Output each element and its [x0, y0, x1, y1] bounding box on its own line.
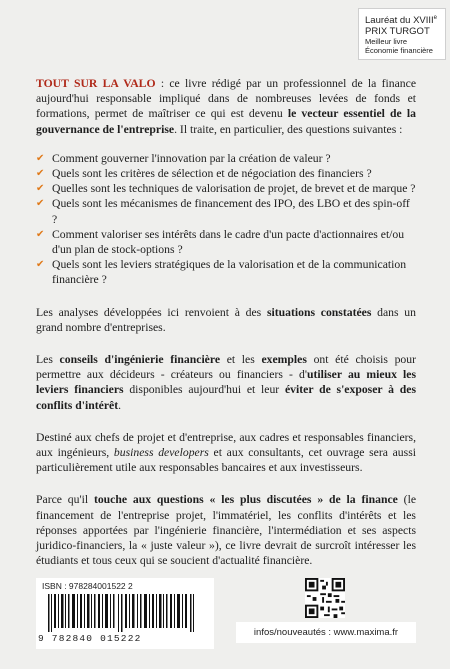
question-list — [36, 151, 416, 288]
check-icon: ✔ — [36, 228, 45, 240]
paragraph-analyses: Les analyses développées ici renvoient à des situations constatées dans un grand nombre d'entreprises. — [36, 305, 416, 334]
check-icon: ✔ — [36, 259, 45, 271]
isbn-barcode-box — [36, 578, 214, 649]
paragraph-conseils: Les conseils d'ingénierie financière et les exemples ont été choisis pour permettre aux décideurs - créateurs ou financiers - d'utiliser au mieux les leviers financiers disponibles aujourd'hui et leur éviter de s'exposer à des conflits d'intérêt. — [36, 353, 417, 412]
award-line-1-sup: e — [433, 15, 438, 21]
intro-paragraph: TOUT SUR LA VALO : ce livre rédigé par un professionnel de la finance aujourd'hui responsable impliqué dans de nombreuses levées de fonds et formations, permet de maîtriser ce qui est devenu le vecteur essentiel de la gouvernance de l'entreprise. Il traite, en particulier, des questions suivantes : — [36, 77, 417, 136]
website-link[interactable]: infos/nouveautés : www.maxima.fr — [253, 627, 399, 638]
list-item: ✔ Comment valoriser ses intérêts dans le cadre d'un pacte d'actionnaires et/ou d'un plan de stock-options ? — [36, 227, 405, 257]
list-item: ✔ Comment gouverner l'innovation par la création de valeur ? — [36, 151, 331, 165]
award-line-2: PRIX TURGOT — [365, 26, 430, 38]
check-icon: ✔ — [36, 198, 45, 210]
barcode-number: 9 782840 015222 — [38, 633, 142, 644]
award-line-1: Lauréat du XVIII — [365, 15, 434, 27]
list-item: ✔ Quelles sont les techniques de valorisation de projet, de brevet et de marque ? — [36, 182, 416, 196]
isbn-label: ISBN : 978284001522 2 — [42, 581, 133, 591]
award-badge — [358, 8, 446, 60]
barcode — [42, 594, 202, 632]
check-icon: ✔ — [36, 152, 45, 164]
paragraph-purpose: Parce qu'il touche aux questions « les plus discutées » de la finance (le financement de l'entreprise projet, l'immatériel, les conflits d'intérêts et les réponses apportées par l'ingénierie financière, l'intermédiation et ses aspects juridico-financiers, la « juste valeur »), ce livre devrait de surcroît intéresser les étudiants et tous ceux qui se soucient d'actualité financière. — [36, 493, 417, 568]
website-box — [236, 622, 416, 643]
book-title: TOUT SUR LA VALO — [36, 77, 156, 90]
check-icon: ✔ — [36, 168, 45, 180]
list-item: ✔ Quels sont les critères de sélection et de négociation des financiers ? — [36, 167, 372, 181]
paragraph-audience: Destiné aux chefs de projet et d'entreprise, aux cadres et responsables financiers, aux ingénieurs, business developers et aux consultants, cet ouvrage sera aussi particulièrement utile aux responsables bancaires et aux investisseurs. — [36, 430, 416, 475]
list-item: ✔ Quels sont les mécanismes de financement des IPO, des LBO et des spin-off ? — [36, 197, 410, 226]
back-cover-text — [36, 76, 416, 568]
check-icon: ✔ — [36, 183, 45, 195]
list-item: ✔ Quels sont les leviers stratégiques de la valorisation et de la communication financière ? — [36, 258, 407, 287]
award-line-3: Meilleur livre — [365, 37, 408, 47]
award-line-4: Économie financière — [365, 46, 433, 56]
qr-code — [305, 578, 345, 618]
